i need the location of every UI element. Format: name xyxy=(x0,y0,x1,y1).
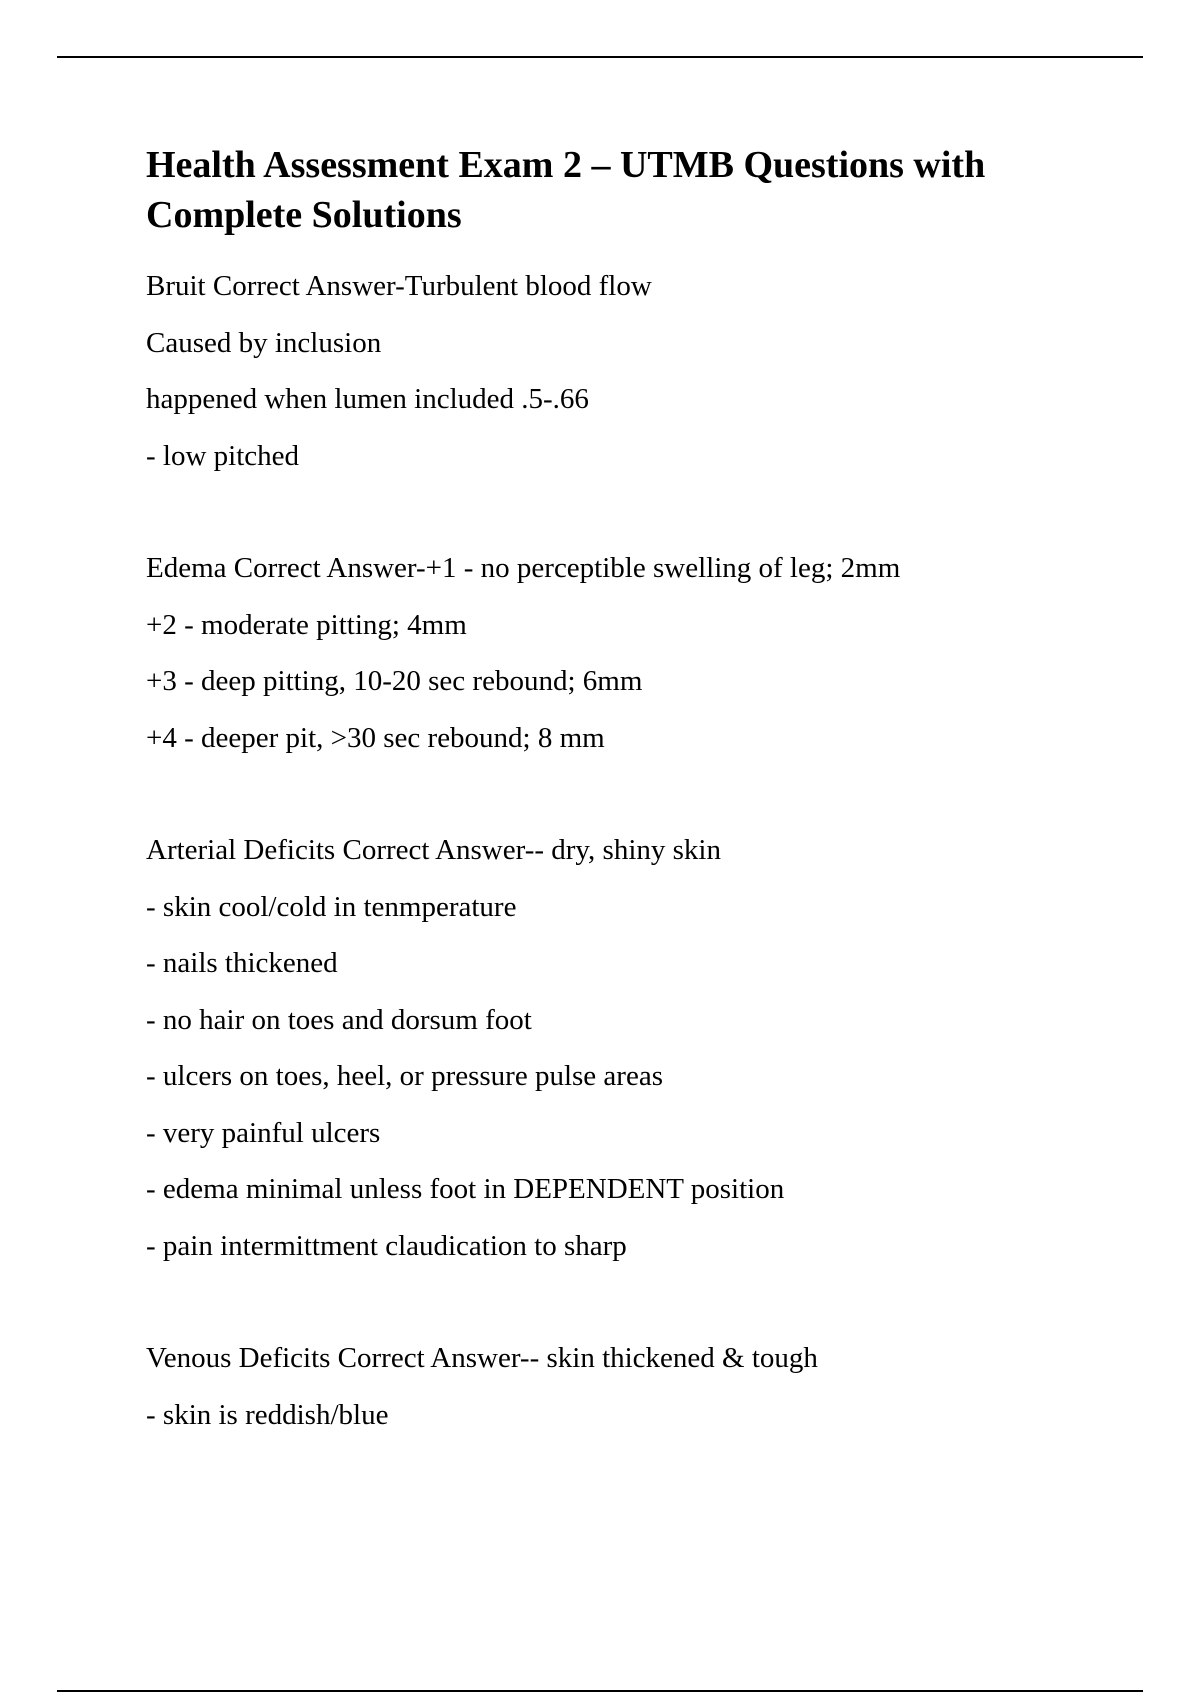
text-line: - skin is reddish/blue xyxy=(146,1398,389,1431)
document-title: Health Assessment Exam 2 – UTMB Questions with Complete Solutions xyxy=(146,144,986,236)
text-line: +2 - moderate pitting; 4mm xyxy=(146,608,467,641)
bottom-rule xyxy=(57,1690,1143,1692)
text-line: Bruit Correct Answer-Turbulent blood flow xyxy=(146,270,652,302)
text-line: - low pitched xyxy=(146,439,300,472)
section-arterial-deficits xyxy=(146,822,1076,1274)
text-line: +4 - deeper pit, >30 sec rebound; 8 mm xyxy=(146,721,605,754)
top-rule xyxy=(57,56,1143,58)
text-line: happened when lumen included .5-.66 xyxy=(146,383,589,415)
text-line: Arterial Deficits Correct Answer-- dry, shiny skin xyxy=(146,834,721,866)
text-line: - nails thickened xyxy=(146,947,338,979)
text-line: +3 - deep pitting, 10-20 sec rebound; 6mm xyxy=(146,665,643,697)
text-line: - no hair on toes and dorsum foot xyxy=(146,1003,532,1036)
section-venous-deficits xyxy=(146,1330,1076,1443)
text-line: - very painful ulcers xyxy=(146,1116,381,1149)
text-line: Venous Deficits Correct Answer-- skin thickened & tough xyxy=(146,1342,818,1374)
text-line: - skin cool/cold in tenmperature xyxy=(146,890,517,923)
text-line: Edema Correct Answer-+1 - no perceptible swelling of leg; 2mm xyxy=(146,552,901,584)
section-edema xyxy=(146,540,1076,766)
text-line: - pain intermittment claudication to sharp xyxy=(146,1229,627,1262)
section-bruit xyxy=(146,258,1076,484)
text-line: - edema minimal unless foot in DEPENDENT position xyxy=(146,1173,785,1205)
text-line: - ulcers on toes, heel, or pressure pulse areas xyxy=(146,1060,663,1092)
text-line: Caused by inclusion xyxy=(146,326,382,359)
document-body xyxy=(146,140,1076,1499)
